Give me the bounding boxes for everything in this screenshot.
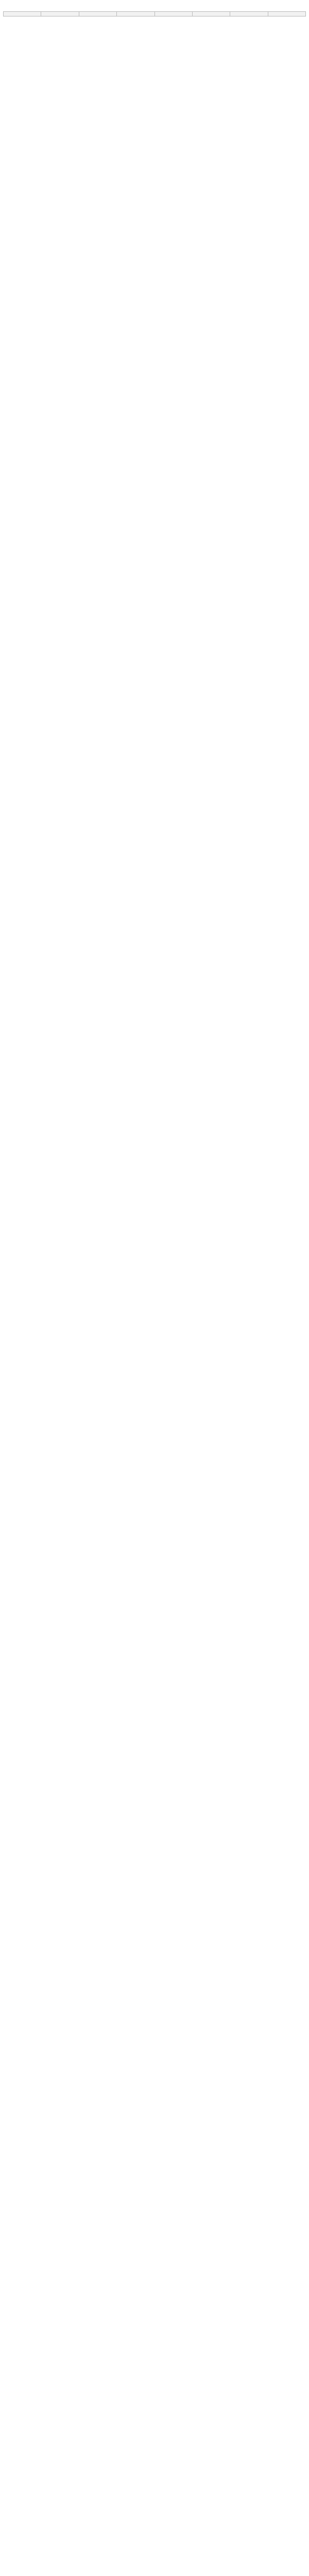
column-header (268, 12, 305, 16)
page-title (3, 2, 306, 11)
column-header (230, 12, 268, 16)
column-header (117, 12, 154, 16)
table-header-row (4, 12, 306, 16)
score-rank-table (3, 11, 306, 16)
column-header (154, 12, 192, 16)
column-header (41, 12, 79, 16)
column-header (192, 12, 230, 16)
column-header (79, 12, 116, 16)
column-header (4, 12, 41, 16)
